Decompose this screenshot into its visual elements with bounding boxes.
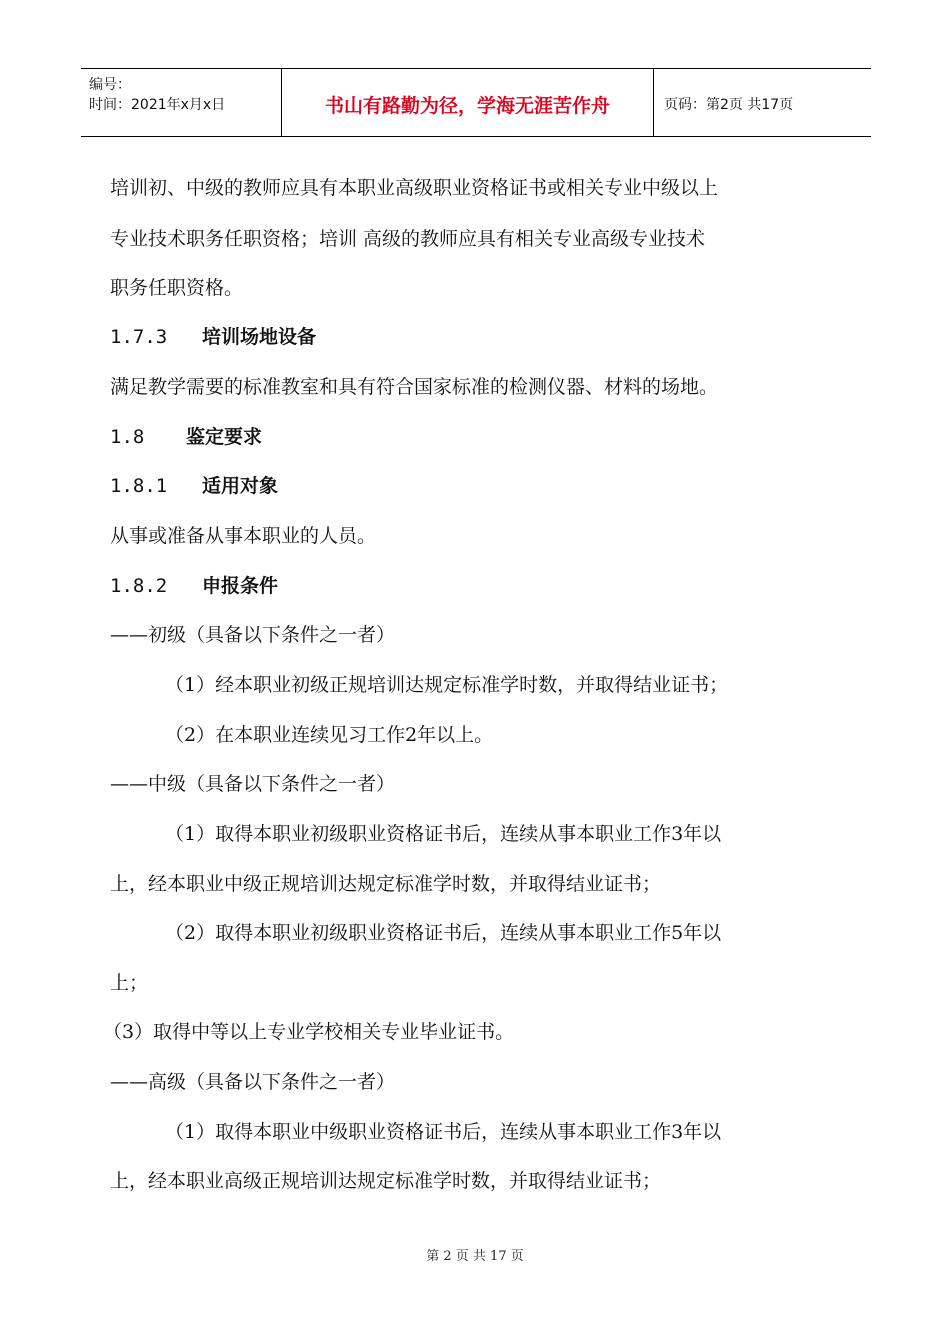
condition-item: （3）取得中等以上专业学校相关专业毕业证书。 [103,1021,515,1043]
section-heading [110,574,278,598]
section-number: 1.8.1 [110,475,168,497]
header-motto: 书山有路勤为径，学海无涯苦作舟 [282,69,654,136]
body-text-line: 满足教学需要的标准教室和具有符合国家标准的检测仪器、材料的场地。 [110,376,719,398]
condition-item-continuation: 上； [110,972,149,994]
body-text-line: 从事或准备从事本职业的人员。 [110,525,377,547]
header-meta [81,69,282,136]
section-number: 1.8.2 [110,575,168,597]
condition-item: （1）经本职业初级正规培训达规定标准学时数，并取得结业证书； [165,674,729,696]
document-time-label: 时间：2021年x月x日 [89,97,226,113]
level-heading-line: ——初级（具备以下条件之一者） [110,624,396,646]
level-heading-line: ——中级（具备以下条件之一者） [110,773,396,795]
section-number: 1.7.3 [110,326,168,348]
level-heading-line: ——高级（具备以下条件之一者） [110,1071,396,1093]
section-heading [110,474,278,498]
condition-item: （2）在本职业连续见习工作2年以上。 [165,724,494,746]
body-text-line: 专业技术职务任职资格；培训 高级的教师应具有相关专业高级专业技术 [110,228,706,250]
page-footer: 第 2 页 共 17 页 [426,1249,524,1264]
document-number-label: 编号： [89,77,131,93]
section-number: 1.8 [110,426,145,448]
condition-item-continuation: 上，经本职业高级正规培训达规定标准学时数，并取得结业证书； [110,1170,662,1192]
section-heading [110,325,316,349]
condition-item: （1）取得本职业初级职业资格证书后，连续从事本职业工作3年以 [165,823,722,845]
body-text-line: 培训初、中级的教师应具有本职业高级职业资格证书或相关专业中级以上 [110,177,719,199]
condition-item-continuation: 上，经本职业中级正规培训达规定标准学时数，并取得结业证书； [110,873,662,895]
section-title: 鉴定要求 [186,426,263,448]
page-header [81,68,871,137]
condition-item: （1）取得本职业中级职业资格证书后，连续从事本职业工作3年以 [165,1121,722,1143]
body-text-line: 职务任职资格。 [110,277,244,299]
header-page-info: 页码：第2页 共17页 [664,96,794,113]
condition-item: （2）取得本职业初级职业资格证书后，连续从事本职业工作5年以 [165,922,722,944]
section-title: 培训场地设备 [202,326,317,348]
section-title: 适用对象 [202,475,279,497]
section-title: 申报条件 [202,575,279,597]
section-heading [110,425,262,449]
